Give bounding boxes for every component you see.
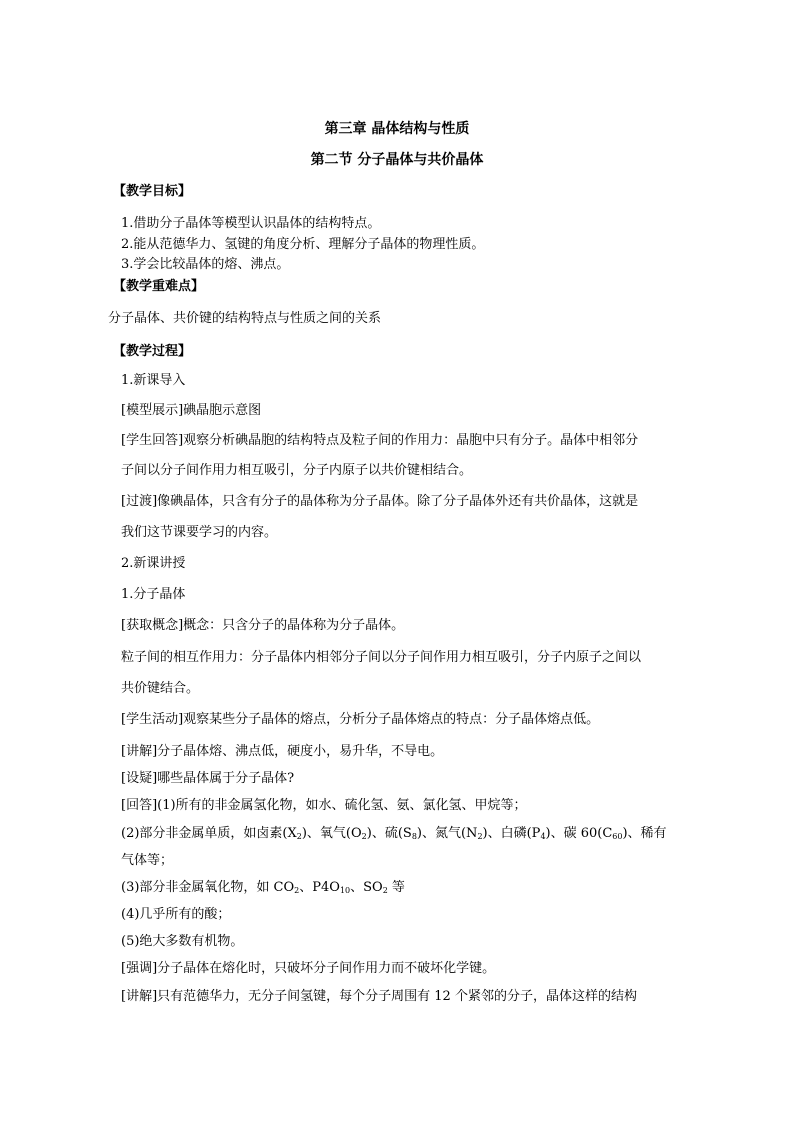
objective-3: 3.学会比较晶体的熔、沸点。 (121, 257, 290, 272)
paragraph: 我们这节课要学习的内容。 (121, 525, 278, 540)
paragraph: [设疑]哪些晶体属于分子晶体? (121, 771, 295, 786)
paragraph: 2.新课讲授 (121, 556, 186, 571)
paragraph: [强调]分子晶体在熔化时，只破坏分子间作用力而不破坏化学键。 (121, 961, 496, 976)
paragraph: [获取概念]概念：只含分子的晶体称为分子晶体。 (121, 618, 405, 633)
paragraph: [讲解]只有范德华力，无分子间氢键，每个分子周围有 12 个紧邻的分子，晶体这样的结构 (121, 989, 637, 1004)
key-points-heading: 【教学重难点】 (113, 279, 205, 294)
objective-1: 1.借助分子晶体等模型认识晶体的结构特点。 (121, 216, 381, 231)
paragraph: 1.分子晶体 (121, 587, 186, 602)
paragraph: [过渡]像碘晶体，只含有分子的晶体称为分子晶体。除了分子晶体外还有共价晶体，这就是 (121, 494, 639, 509)
key-points-text: 分子晶体、共价键的结构特点与性质之间的关系 (108, 311, 382, 326)
paragraph: [讲解]分子晶体熔、沸点低，硬度小，易升华，不导电。 (121, 744, 444, 759)
paragraph: (5)绝大多数有机物。 (121, 934, 244, 949)
paragraph-nonmetal-elements: (2)部分非金属单质，如卤素$(X_2)$、氧气$(O_2)$、硫$(S_8)$、氮气$(N_2)$、白磷$(P_4)$、碳 $60(C_{60})$、稀有 (121, 826, 667, 841)
section-title: 第二节 分子晶体与共价晶体 (310, 152, 484, 168)
paragraph: [学生回答]观察分析碘晶胞的结构特点及粒子间的作用力：晶胞中只有分子。晶体中相邻分 (121, 433, 639, 448)
chapter-title: 第三章 晶体结构与性质 (324, 121, 470, 137)
objectives-heading: 【教学目标】 (113, 184, 192, 199)
paragraph-nonmetal-oxides: (3)部分非金属氧化物，如 $CO_2$、$P4O_{10}$、$SO_2$ 等 (121, 880, 405, 895)
paragraph: 共价键结合。 (121, 681, 200, 696)
paragraph: [回答](1)所有的非金属氢化物，如水、硫化氢、氨、氯化氢、甲烷等； (121, 798, 527, 813)
process-heading: 【教学过程】 (113, 344, 192, 359)
paragraph: 气体等； (121, 853, 174, 868)
paragraph: 粒子间的相互作用力：分子晶体内相邻分子间以分子间作用力相互吸引，分子内原子之间以 (121, 650, 642, 665)
paragraph: 1.新课导入 (121, 373, 186, 388)
paragraph: [模型展示]碘晶胞示意图 (121, 403, 262, 418)
paragraph: [学生活动]观察某些分子晶体的熔点，分析分子晶体熔点的特点：分子晶体熔点低。 (121, 712, 600, 727)
paragraph: 子间以分子间作用力相互吸引，分子内原子以共价键相结合。 (121, 463, 473, 478)
paragraph: (4)几乎所有的酸； (121, 907, 231, 922)
objective-2: 2.能从范德华力、氢键的角度分析、理解分子晶体的物理性质。 (121, 237, 485, 252)
